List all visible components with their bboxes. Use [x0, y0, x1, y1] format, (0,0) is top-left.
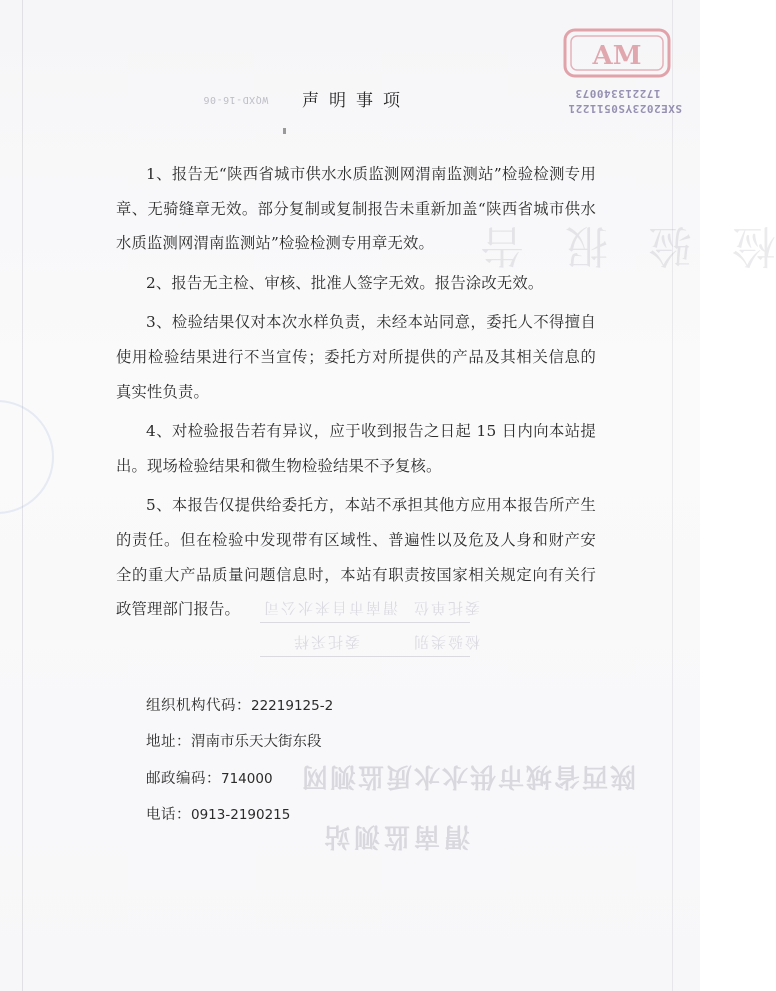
contact-info — [146, 688, 333, 834]
statement-item-5: 5、本报告仅提供给委托方，本站不承担其他方应用本报告所产生的责任。但在检验中发现带有区域性、普遍性以及危及人身和财产安全的重大产品质量问题信息时，本站有职责按国家相关规定向有关行政管理部门报告。 — [116, 496, 596, 619]
postcode-line — [146, 761, 333, 797]
statement-item-4: 4、对检验报告若有异议，应于收到报告之日起 15 日内向本站提出。现场检验结果和微生物检验结果不予复核。 — [116, 422, 596, 475]
am-certification-stamp — [562, 26, 672, 82]
org-code-label: 组织机构代码： — [146, 698, 251, 714]
bleed-underline — [260, 656, 470, 657]
bleed-client-value: 渭南市自来水公司 — [262, 599, 399, 617]
ink-mark — [283, 128, 286, 134]
bleed-type-value: 委托采样 — [292, 633, 361, 651]
bleed-client-label: 委托单位 — [412, 599, 481, 617]
statement-item-3: 3、检验结果仅对本次水样负责，未经本站同意，委托人不得擅自使用检验结果进行不当宣传；委托方对所提供的产品及其相关信息的真实性负责。 — [116, 313, 596, 401]
postcode-value: 714000 — [221, 770, 273, 787]
bleed-type-label: 检验类别 — [412, 633, 481, 651]
page-fold-right — [672, 0, 673, 991]
address-value: 渭南市乐天大街东段 — [191, 734, 322, 751]
faint-seal-arc — [0, 400, 54, 514]
faint-reference-code: WQXD-16-06 — [203, 94, 269, 105]
am-logo-text: AM — [592, 41, 642, 71]
stamp-number: SXE2023YS0511221 — [568, 102, 682, 115]
phone-label: 电话： — [146, 807, 191, 824]
address-line — [146, 724, 333, 760]
address-label: 地址： — [146, 734, 191, 751]
postcode-label: 邮政编码： — [146, 770, 221, 787]
statement-item-2: 2、报告无主检、审核、批准人签字无效。报告涂改无效。 — [146, 273, 544, 292]
page-title: 声明事项 — [302, 91, 410, 111]
bleed-station: 渭南监测站 — [320, 821, 471, 851]
bleed-title: 检验报告 — [440, 220, 776, 271]
statement-item-1: 1、报告无“陕西省城市供水水质监测网渭南监测站”检验检测专用章、无骑缝章无效。部分复制或复制报告未重新加盖“陕西省城市供水水质监测网渭南监测站”检验检测专用章无效。 — [116, 165, 596, 253]
phone-value: 0913-2190215 — [191, 807, 291, 824]
bleed-org-name: 陕西省城市供水水质监测网 — [300, 761, 637, 791]
org-code-value: 22219125-2 — [251, 698, 334, 714]
statement-body — [116, 157, 596, 632]
phone-line — [146, 797, 333, 833]
org-code-line — [146, 688, 333, 724]
stamp-number: 172213340073 — [575, 87, 661, 100]
